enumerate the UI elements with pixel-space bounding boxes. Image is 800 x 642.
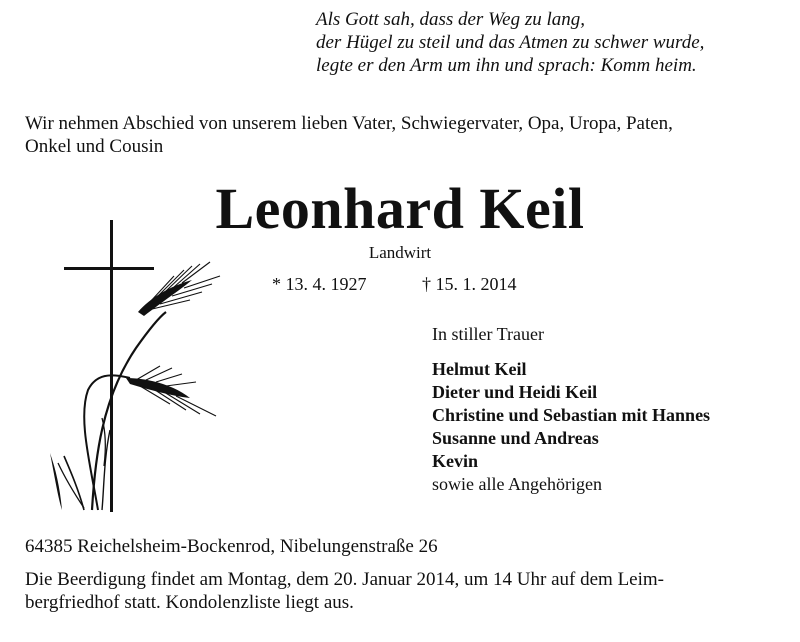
mourner-name: Dieter und Heidi Keil xyxy=(432,382,598,402)
intro-line: Wir nehmen Abschied von unserem lieben Vater, Schwiegervater, Opa, Uropa, Paten, xyxy=(25,113,673,134)
mourner-name: Christine und Sebastian mit Hannes xyxy=(432,405,711,425)
intro-line: Onkel und Cousin xyxy=(25,136,164,157)
mourner-name: Susanne und Andreas xyxy=(432,428,599,448)
poem-line: legte er den Arm um ihn und sprach: Komm heim. xyxy=(316,55,697,76)
mourning-heading: In stiller Trauer xyxy=(432,324,544,344)
funeral-line: bergfriedhof statt. Kondolenzliste liegt aus. xyxy=(25,592,354,613)
funeral-line: Die Beerdigung findet am Montag, dem 20. Januar 2014, um 14 Uhr auf dem Leim- xyxy=(25,569,664,590)
poem-line: der Hügel zu steil und das Atmen zu schwer wurde, xyxy=(316,32,705,53)
deceased-name: Leonhard Keil xyxy=(215,176,585,241)
other-relatives: sowie alle Angehörigen xyxy=(432,474,602,494)
address: 64385 Reichelsheim-Bockenrod, Nibelungenstraße 26 xyxy=(25,536,438,557)
funeral-notice xyxy=(25,568,785,614)
mourners-list xyxy=(432,358,710,496)
poem-line: Als Gott sah, dass der Weg zu lang, xyxy=(316,9,586,30)
intro-text xyxy=(25,112,785,158)
birth-date: * 13. 4. 1927 xyxy=(272,274,367,294)
poem xyxy=(316,8,786,77)
death-date: † 15. 1. 2014 xyxy=(422,274,517,294)
mourner-name: Helmut Keil xyxy=(432,359,527,379)
cross-with-wheat-ears-icon xyxy=(40,218,230,518)
deceased-profession: Landwirt xyxy=(368,243,432,262)
mourner-name: Kevin xyxy=(432,451,479,471)
